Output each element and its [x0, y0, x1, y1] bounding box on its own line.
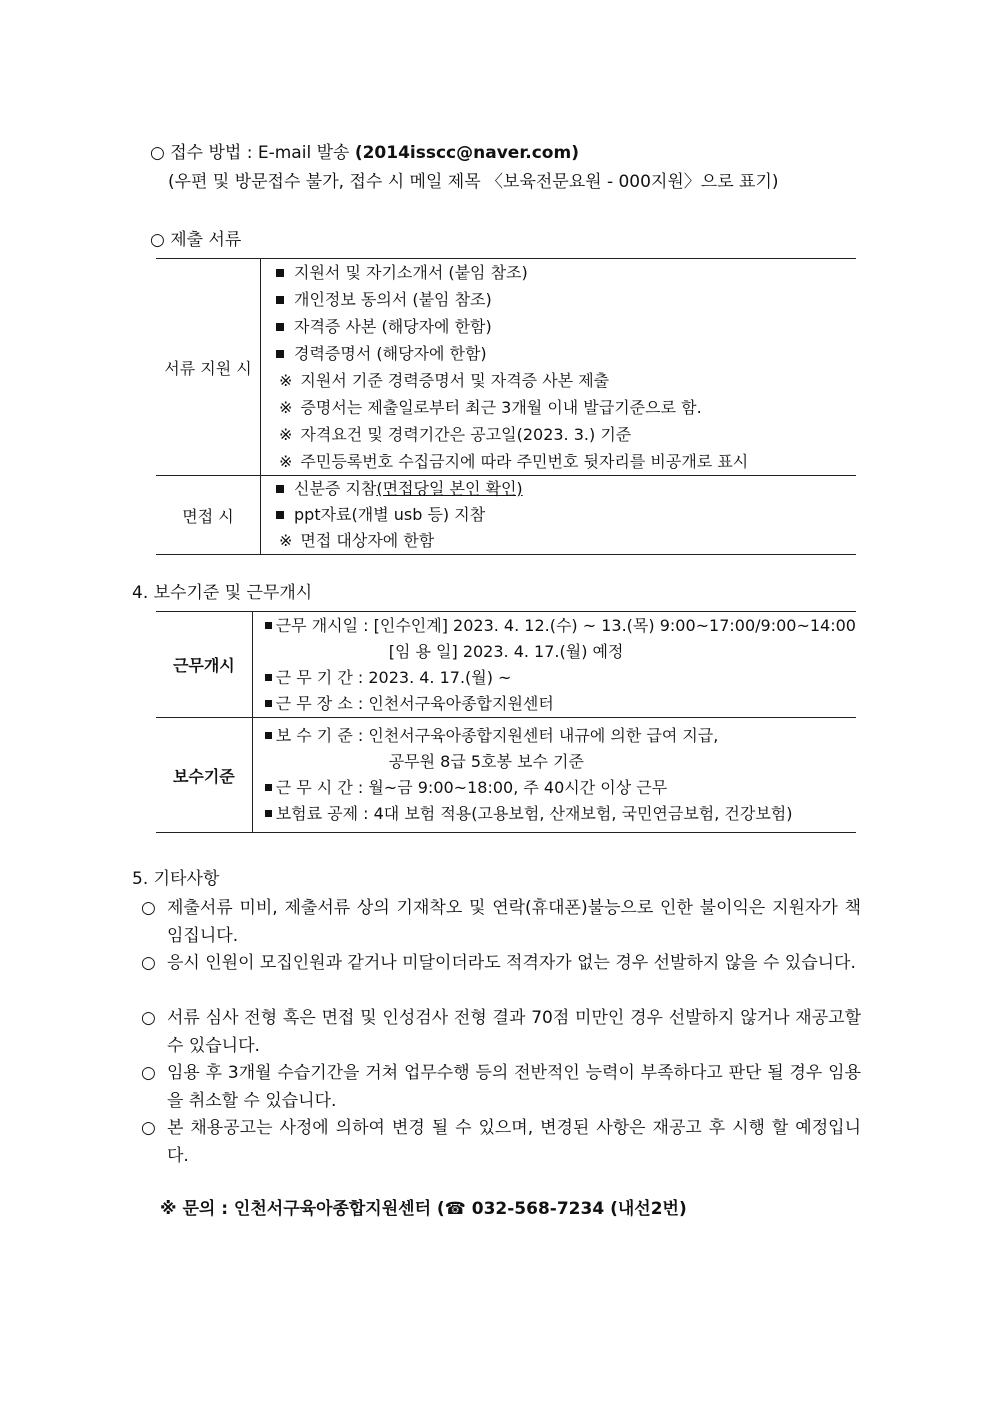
list-item: 개인정보 동의서 (붙임 참조) — [273, 286, 856, 313]
square-bullet-icon — [265, 784, 272, 791]
list-item: 근 무 기 간 : 2023. 4. 17.(월) ~ — [265, 665, 856, 691]
square-bullet-icon — [265, 810, 272, 817]
square-bullet-icon — [276, 323, 284, 331]
pay-table — [156, 611, 856, 833]
documents-label-written: 서류 지원 시 — [156, 259, 261, 476]
documents-row-interview — [156, 476, 856, 555]
submission-method-line — [150, 142, 579, 164]
square-bullet-icon — [276, 296, 284, 304]
list-item: 근 무 시 간 : 월~금 9:00~18:00, 주 40시간 이상 근무 — [265, 775, 856, 801]
list-item: 보 수 기 준 : 인천서구육아종합지원센터 내규에 의한 급여 지급, — [265, 723, 856, 749]
submission-email: (2014isscc@naver.com) — [354, 143, 579, 163]
square-bullet-icon — [265, 700, 272, 707]
pay-label: 보수기준 — [156, 718, 252, 833]
work-start-row — [156, 612, 856, 718]
square-bullet-icon — [265, 674, 272, 681]
square-bullet-icon — [276, 350, 284, 358]
list-item: 경력증명서 (해당자에 한함) — [273, 340, 856, 367]
square-bullet-icon — [276, 269, 284, 277]
documents-row-written — [156, 259, 856, 476]
documents-heading: ○ 제출 서류 — [150, 230, 242, 250]
note-item: ※ 주민등록번호 수집금지에 따라 주민번호 뒷자리를 비공개로 표시 — [279, 452, 749, 471]
documents-table — [156, 258, 856, 555]
section5-item: ○ 임용 후 3개월 수습기간을 거쳐 업무수행 등의 전반적인 능력이 부족하다고 판단 될 경우 임용을 취소할 수 있습니다. — [141, 1063, 861, 1111]
note-item: ※ 증명서는 제출일로부터 최근 3개월 이내 발급기준으로 함. — [279, 398, 702, 417]
list-item: 신분증 지참(면접당일 본인 확인) — [273, 476, 856, 502]
documents-label-interview: 면접 시 — [156, 476, 261, 555]
pay-items — [252, 718, 856, 833]
list-item: 근무 개시일 : [인수인계] 2023. 4. 12.(수) ~ 13.(목) 9:00~17:00/9:00~14:00 — [265, 613, 856, 639]
section5-item: ○ 서류 심사 전형 혹은 면접 및 인성검사 전형 결과 70점 미만인 경우 선발하지 않거나 재공고할 수 있습니다. — [141, 1008, 861, 1056]
note-item: ※ 자격요건 및 경력기간은 공고일(2023. 3.) 기준 — [279, 425, 632, 444]
note-item: ※ 지원서 기준 경력증명서 및 자격증 사본 제출 — [279, 371, 610, 390]
note-item: ※ 면접 대상자에 한함 — [279, 531, 435, 550]
list-item-continuation: 공무원 8급 5호봉 보수 기준 — [388, 752, 584, 771]
section5-title: 5. 기타사항 — [132, 869, 220, 889]
square-bullet-icon — [265, 732, 272, 739]
list-item: 근 무 장 소 : 인천서구육아종합지원센터 — [265, 691, 856, 717]
pay-row — [156, 718, 856, 833]
list-item: 보험료 공제 : 4대 보험 적용(고용보험, 산재보험, 국민연금보험, 건강보험) — [265, 801, 856, 827]
documents-items-interview — [261, 476, 857, 555]
list-item: ppt자료(개별 usb 등) 지참 — [273, 502, 856, 528]
square-bullet-icon — [265, 622, 272, 629]
list-item: 자격증 사본 (해당자에 한함) — [273, 313, 856, 340]
section5-item: ○ 응시 인원이 모집인원과 같거나 미달이더라도 적격자가 없는 경우 선발하지 않을 수 있습니다. — [141, 953, 856, 973]
work-start-label: 근무개시 — [156, 612, 252, 718]
documents-items-written — [261, 259, 857, 476]
submission-method: ○ 접수 방법 : E-mail 발송 — [150, 143, 355, 163]
square-bullet-icon — [276, 511, 284, 519]
work-start-items — [252, 612, 856, 718]
section5-item: ○ 본 채용공고는 사정에 의하여 변경 될 수 있으며, 변경된 사항은 재공고 후 시행 할 예정입니다. — [141, 1118, 861, 1166]
list-item-continuation: [임 용 일] 2023. 4. 17.(월) 예정 — [388, 641, 624, 661]
section5-item: ○ 제출서류 미비, 제출서류 상의 기재착오 및 연락(휴대폰)불능으로 인한 불이익은 지원자가 책임집니다. — [141, 898, 861, 946]
square-bullet-icon — [276, 485, 284, 493]
list-item: 지원서 및 자기소개서 (붙임 참조) — [273, 259, 856, 286]
section4-title: 4. 보수기준 및 근무개시 — [132, 583, 313, 603]
submission-note: (우편 및 방문접수 불가, 접수 시 메일 제목 〈보육전문요원 - 000지원〉으로 표기) — [168, 172, 779, 192]
contact-info: ※ 문의 : 인천서구육아종합지원센터 (☎ 032-568-7234 (내선2번) — [160, 1199, 687, 1219]
